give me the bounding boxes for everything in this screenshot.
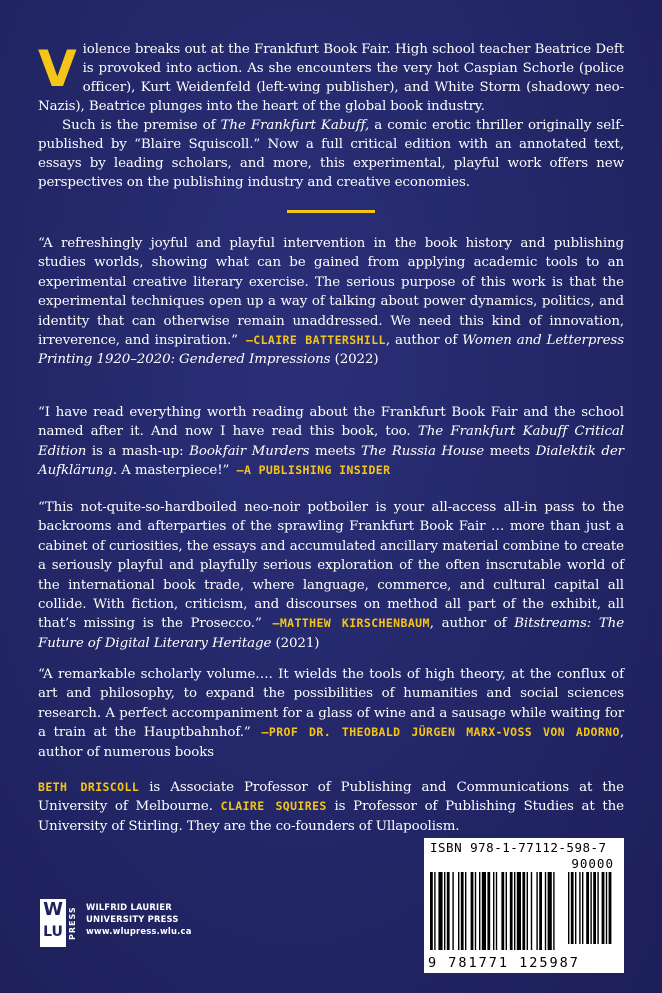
barcode-addon-bar — [568, 872, 569, 944]
quote-text: “A refreshingly joyful and playful intervention in the book history and publishing studies worlds, showing what can be gained from applying academic tools to an experimental creative literary exercise. The serious purpose of this work is that the experimental techniques open up a way of talking about power dynamics, politics, and identity that can otherwise remain unaddressed. We need this kind of innovation, irreverence, and inspiration.” — [38, 236, 624, 349]
author-bio — [38, 778, 624, 836]
isbn-digits: 9 781771 125987 — [428, 955, 580, 971]
gold-divider — [287, 210, 375, 213]
quote-text-d: meets — [484, 443, 536, 459]
quote-text: “A remarkable scholarly volume…. It wields the tools of high theory, at the conflux of art and philosophy, to expand the possibilities of humanities and social sciences research. A perfect accompaniment for a glass of wine and a sausage while waiting for a train at the Hauptbahnhof.” — [38, 667, 624, 741]
barcode-addon-bar — [602, 872, 605, 944]
barcode-bar — [434, 872, 435, 950]
barcode-bar — [553, 872, 554, 950]
barcode-bar — [522, 872, 525, 950]
quote-attribution: —CLAIRE BATTERSHILL — [237, 333, 386, 348]
quote-title-2: Bookfair Murders — [189, 443, 310, 459]
quote-title-3: The Russia House — [360, 443, 485, 459]
barcode-bar — [517, 872, 521, 950]
quote-attribution: —MATTHEW KIRSCHENBAUM — [261, 616, 430, 631]
barcode-addon-bar — [582, 872, 583, 944]
barcode-bar — [487, 872, 490, 950]
wlu-logo — [40, 899, 66, 947]
barcode-bar — [461, 872, 464, 950]
quote-attribution: —PROF DR. THEOBALD JÜRGEN MARX-VOSS VON ADORNO — [250, 725, 620, 740]
blurb-text-2b: a comic erotic thriller originally self-published by “Blaire Squiscoll.” Now a full critical edition with an annotated text, essays by leading scholars, and more, this experimental, playful work offers new perspectives on the publishing industry and creative economies. — [38, 118, 625, 190]
barcode-bar — [452, 872, 453, 950]
quote-text-b: is a mash-up: — [86, 443, 190, 459]
barcode-bar — [465, 872, 466, 950]
barcode-bar — [539, 872, 542, 950]
quote-adorno — [38, 665, 624, 762]
barcode-bar — [531, 872, 532, 950]
barcode-addon-bar — [571, 872, 574, 944]
barcode-bar — [475, 872, 476, 950]
barcode-bar — [527, 872, 528, 950]
quote-author-of: , author of — [385, 333, 463, 349]
quote-publishing-insider — [38, 403, 624, 481]
publisher-url: www.wlupress.wlu.ca — [86, 926, 192, 936]
quote-kirschenbaum — [38, 498, 624, 653]
quote-work-title: Women and Letterpress Printing 1920–2020: Gendered Impressions — [38, 333, 624, 368]
barcode-bar — [514, 872, 515, 950]
barcode-bar — [444, 872, 445, 950]
barcode-addon-bar — [590, 872, 591, 944]
barcode-addon-bar — [606, 872, 607, 944]
quote-battershill — [38, 234, 624, 370]
barcode-bar — [430, 872, 433, 950]
barcode-bar — [536, 872, 537, 950]
quote-attribution: —A PUBLISHING INSIDER — [229, 463, 391, 478]
blurb-paragraph-1 — [38, 40, 624, 116]
author-name-squires: CLAIRE SQUIRES — [220, 799, 327, 814]
barcode-bar — [438, 872, 442, 950]
barcode-bar — [447, 872, 450, 950]
barcode-bar — [458, 872, 459, 950]
drop-cap: V — [38, 40, 77, 98]
blurb-text-2a: Such is the premise of — [62, 118, 221, 133]
quote-text-e: A masterpiece!” — [117, 463, 230, 479]
barcode-bar — [506, 872, 507, 950]
barcode-bar — [545, 872, 546, 950]
barcode-bar — [510, 872, 513, 950]
barcode-addon-bar — [586, 872, 589, 944]
logo-letters-lu: LU — [43, 924, 63, 940]
barcode-bar — [482, 872, 486, 950]
barcode-addon-bar — [593, 872, 596, 944]
quote-work-year: (2021) — [271, 635, 320, 651]
quote-author-of: , author of numerous books — [38, 725, 624, 760]
quote-text-c: meets — [309, 443, 361, 459]
blurb-text-1: iolence breaks out at the Frankfurt Book Fair. High school teacher Beatrice Deft is provoked into action. As she encounters the very hot Caspian Schorle (police officer), Kurt Weidenfeld (left-wing publisher), and White Storm (shadowy neo-Nazis), Beatrice plunges into the heart of the global book industry. — [38, 42, 624, 114]
quote-title-1: The Frankfurt Kabuff Critical Edition — [38, 424, 624, 459]
quote-title-4: Dialektik der Aufklärung. — [38, 443, 624, 479]
publisher-name-line-2: UNIVERSITY PRESS — [86, 914, 179, 924]
quote-work-title: Bitstreams: The Future of Digital Literary Heritage — [38, 616, 625, 651]
price-code: 90000 — [571, 856, 614, 871]
author-name-driscoll: BETH DRISCOLL — [38, 780, 140, 794]
bio-text-2: is Professor of Publishing Studies at the University of Stirling. They are the co-founders of Ullapoolism. — [38, 799, 625, 834]
press-vertical-text: PRESS — [68, 906, 77, 940]
barcode-bar — [471, 872, 474, 950]
barcode-addon-bar — [579, 872, 580, 944]
isbn-label: ISBN 978-1-77112-598-7 — [430, 840, 607, 855]
logo-letter-w: W — [43, 899, 63, 920]
barcode-bar — [479, 872, 480, 950]
barcode-bar — [548, 872, 552, 950]
barcode-addon-bar — [575, 872, 576, 944]
blurb-paragraph-2 — [38, 116, 624, 192]
quote-text-a: “I have read everything worth reading about the Frankfurt Book Fair and the school named after it. And now I have read this book, too. — [38, 405, 624, 440]
isbn-barcode — [424, 838, 624, 973]
barcode-bars — [430, 872, 618, 950]
barcode-bar — [496, 872, 497, 950]
barcode-addon-bar — [597, 872, 598, 944]
publisher-text — [86, 901, 246, 937]
quote-text: “This not-quite-so-hardboiled neo-noir potboiler is your all-access all-in pass to the backrooms and afterparties of the sprawling Frankfurt Book Fair … more than just a cabinet of curiosities, the essays and accumulated ancillary material combine to create a seriously playful and playfully serious exploration of the often inscrutable world of the international book trade, where language, commerce, and cultural capital all collide. With fiction, criticism, and discourses on method all part of the exhibit, all that’s missing is the Prosecco.” — [38, 500, 624, 632]
publisher-name-line-1: WILFRID LAURIER — [86, 902, 172, 912]
book-title-italic: The Frankfurt Kabuff, — [220, 118, 370, 133]
barcode-bar — [493, 872, 494, 950]
jacket-blurb — [38, 40, 624, 192]
barcode-addon-bar — [609, 872, 612, 944]
quote-work-year: (2022) — [330, 352, 379, 368]
bio-text-1: is Associate Professor of Publishing and Communications at the University of Melbourne. — [38, 780, 624, 815]
barcode-bar — [501, 872, 504, 950]
quote-author-of: , author of — [429, 616, 515, 632]
